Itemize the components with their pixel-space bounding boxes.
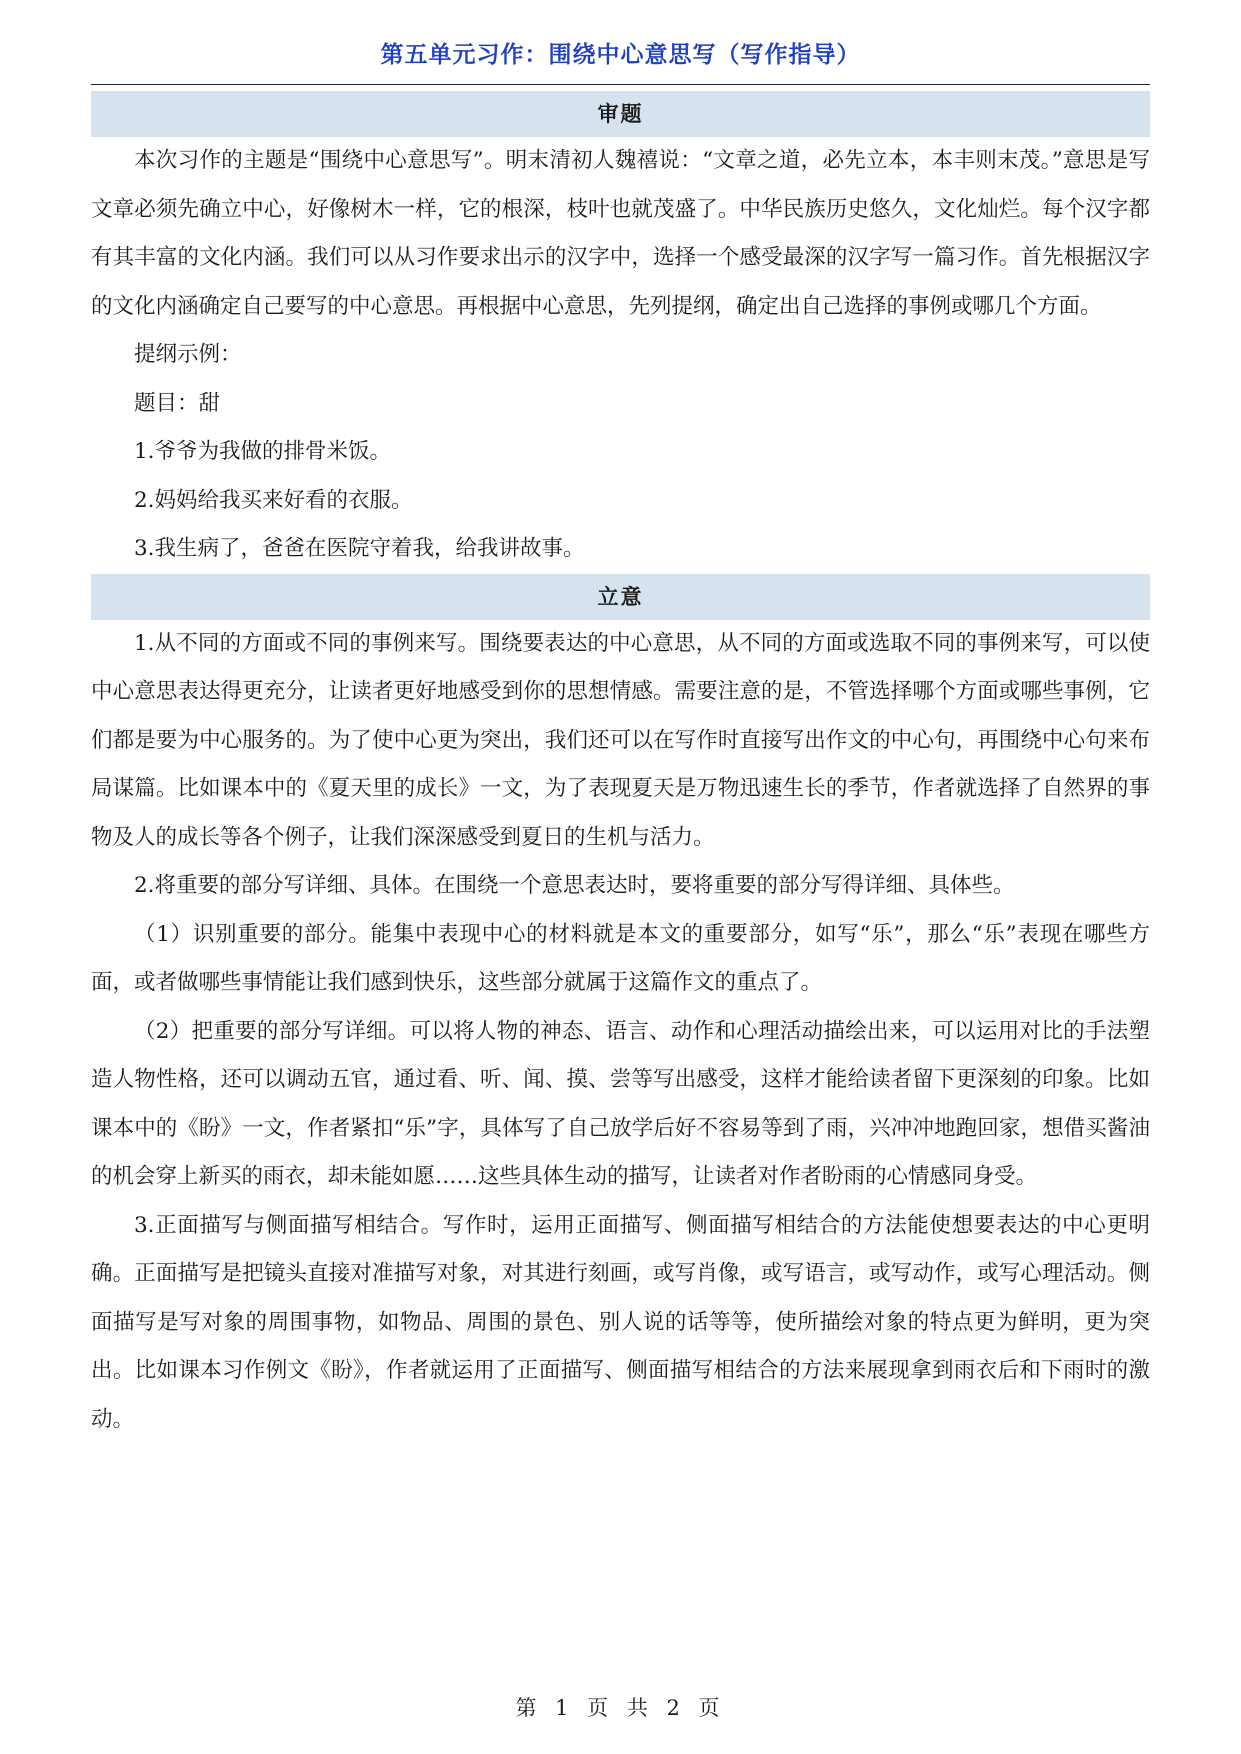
title-divider [91,84,1150,85]
section2-paragraph-4: （2）把重要的部分写详细。可以将人物的神态、语言、动作和心理活动描绘出来，可以运用对比的手法塑造人物性格，还可以调动五官，通过看、听、闻、摸、尝等写出感受，这样才能给读者留下更深刻的印象。比如课本中的《盼》一文，作者紧扣“乐”字，具体写了自己放学后好不容易等到了雨，兴冲冲地跑回家，想借买酱油的机会穿上新买的雨衣，却未能如愿……这些具体生动的描写，让读者对作者盼雨的心情感同身受。 [91,1018,1150,1189]
page-footer: 第 1 页 共 2 页 [515,1696,726,1720]
outline-label: 提纲示例： [134,342,242,367]
section-heading-liyi: 立意 [91,574,1150,620]
section2-paragraph-3: （1）识别重要的部分。能集中表现中心的材料就是本文的重要部分，如写“乐”，那么“乐”表现在哪些方面，或者做哪些事情能让我们感到快乐，这些部分就属于这篇作文的重点了。 [91,921,1150,995]
section2-paragraph-5: 3.正面描写与侧面描写相结合。写作时，运用正面描写、侧面描写相结合的方法能使想要表达的中心更明确。正面描写是把镜头直接对准描写对象，对其进行刻画，或写肖像，或写语言，或写动作，或写心理活动。侧面描写是写对象的周围事物，如物品、周围的景色、别人说的话等等，使所描绘对象的特点更为鲜明，更为突出。比如课本习作例文《盼》，作者就运用了正面描写、侧面描写相结合的方法来展现拿到雨衣后和下雨时的激动。 [91,1212,1150,1432]
section-heading-shenti: 审题 [91,91,1150,137]
section2-paragraph-1: 1.从不同的方面或不同的事例来写。围绕要表达的中心意思，从不同的方面或选取不同的事例来写，可以使中心意思表达得更充分，让读者更好地感受到你的思想情感。需要注意的是，不管选择哪个方面或哪些事例，它们都是要为中心服务的。为了使中心更为突出，我们还可以在写作时直接写出作文的中心句，再围绕中心句来布局谋篇。比如课本中的《夏天里的成长》一文，为了表现夏天是万物迅速生长的季节，作者就选择了自然界的事物及人的成长等各个例子，让我们深深感受到夏日的生机与活力。 [91,630,1150,850]
document-body [91,91,1150,1444]
outline-item: 3.我生病了，爸爸在医院守着我，给我讲故事。 [134,536,585,561]
document-title: 第五单元习作：围绕中心意思写（写作指导） [380,42,861,68]
outline-item: 2.妈妈给我买来好看的衣服。 [134,487,413,513]
section1-paragraph: 本次习作的主题是“围绕中心意思写”。明末清初人魏禧说：“文章之道，必先立本，本丰则末茂。”意思是写文章必须先确立中心，好像树木一样，它的根深，枝叶也就茂盛了。中华民族历史悠久，文化灿烂。每个汉字都有其丰富的文化内涵。我们可以从习作要求出示的汉字中，选择一个感受最深的汉字写一篇习作。首先根据汉字的文化内涵确定自己要写的中心意思。再根据中心意思，先列提纲，确定出自己选择的事例或哪几个方面。 [91,148,1150,319]
outline-item: 1.爷爷为我做的排骨米饭。 [134,439,392,464]
outline-topic: 题目：甜 [134,390,221,416]
section2-paragraph-2: 2.将重要的部分写详细、具体。在围绕一个意思表达时，要将重要的部分写得详细、具体些。 [134,873,1015,898]
